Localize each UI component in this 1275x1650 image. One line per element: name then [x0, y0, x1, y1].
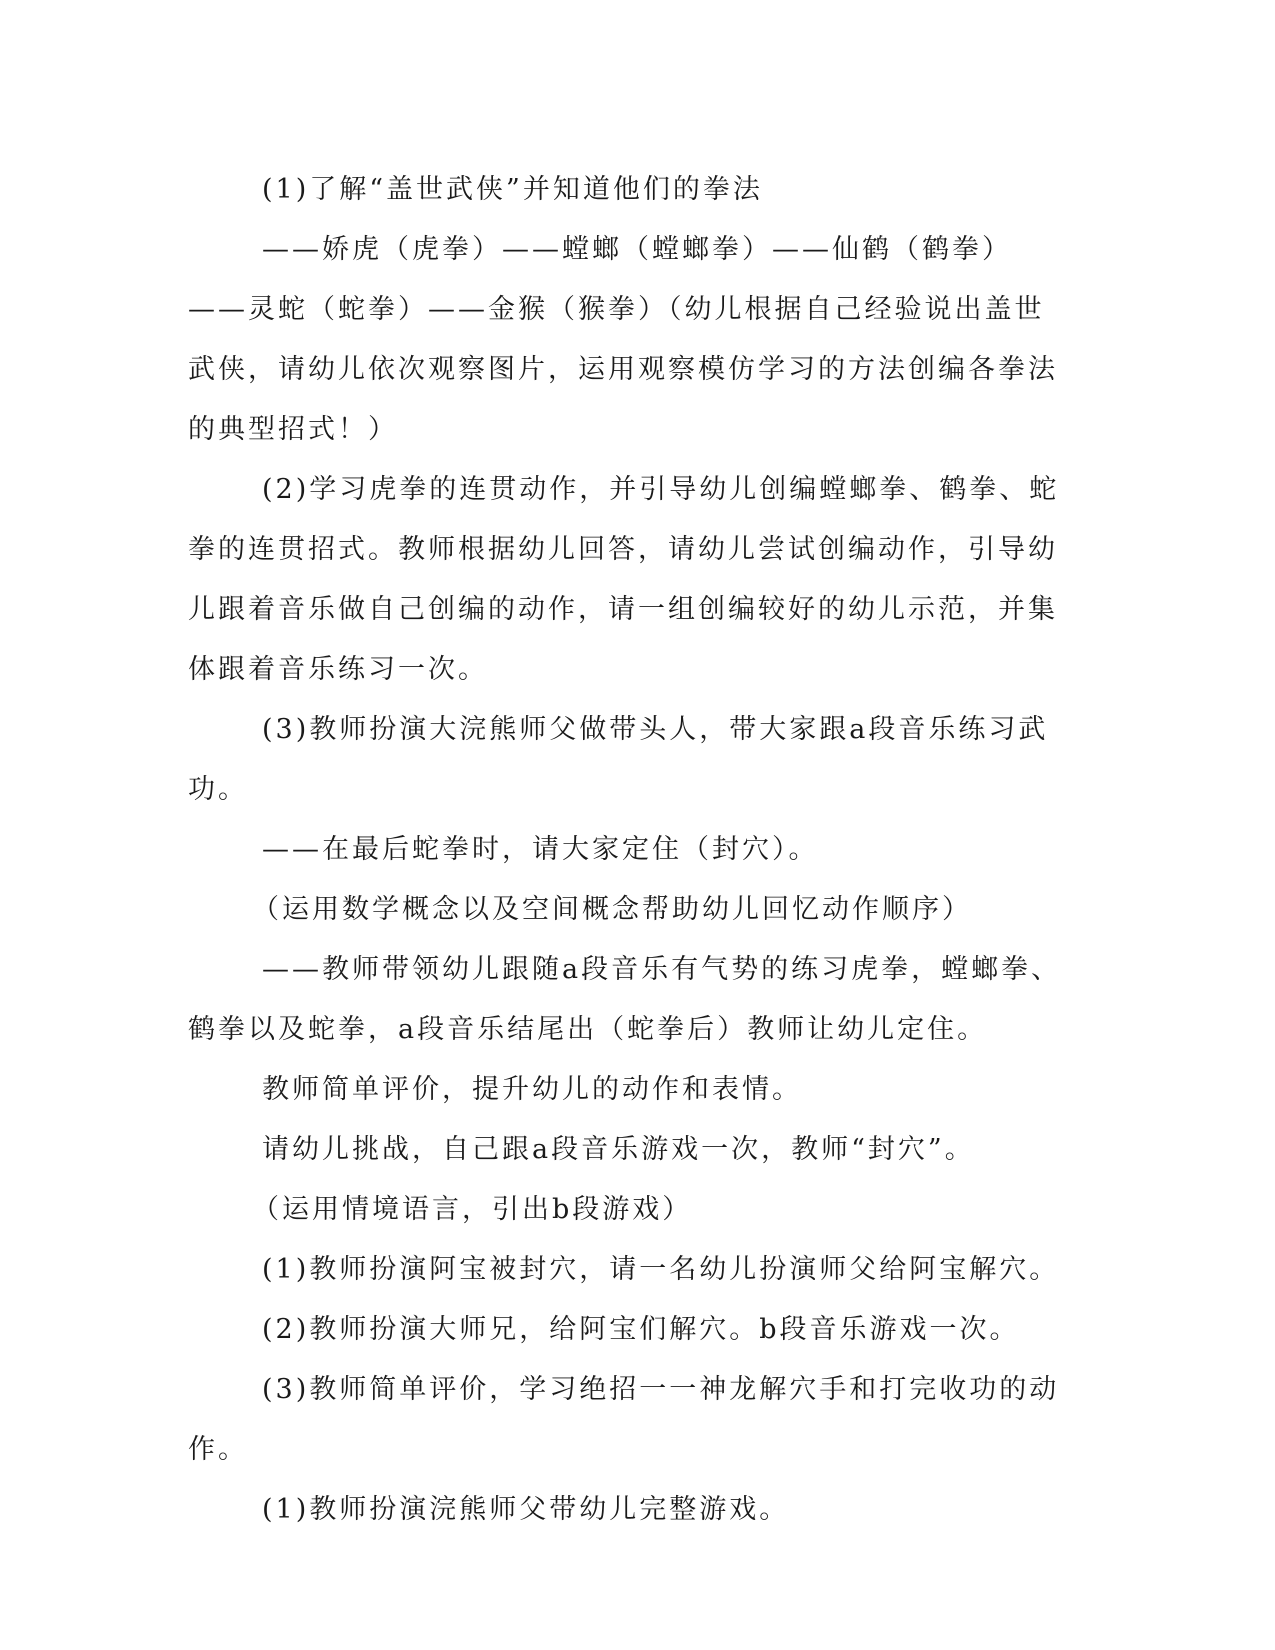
paragraph-2: ——娇虎（虎拳）——螳螂（螳螂拳）——仙鹤（鹤拳）——灵蛇（蛇拳）——金猴（猴拳）（幼儿根据自己经验说出盖世武侠，请幼儿依次观察图片，运用观察模仿学习的方法创编各拳法的典型招式！）	[188, 234, 1058, 445]
paragraph-1: (1)了解“盖世武侠”并知道他们的拳法	[262, 174, 763, 205]
paragraph-10: （运用情境语言，引出b段游戏）	[252, 1194, 693, 1225]
paragraph-12: (2)教师扮演大师兄，给阿宝们解穴。b段音乐游戏一次。	[262, 1314, 1020, 1345]
paragraph-9: 请幼儿挑战，自己跟a段音乐游戏一次，教师“封穴”。	[262, 1134, 975, 1165]
document-body	[188, 160, 1068, 1540]
paragraph-3: (2)学习虎拳的连贯动作，并引导幼儿创编螳螂拳、鹤拳、蛇拳的连贯招式。教师根据幼儿回答，请幼儿尝试创编动作，引导幼儿跟着音乐做自己创编的动作，请一组创编较好的幼儿示范，并集体跟着音乐练习一次。	[188, 474, 1060, 685]
paragraph-5: ——在最后蛇拳时，请大家定住（封穴）。	[262, 834, 819, 865]
paragraph-14: (1)教师扮演浣熊师父带幼儿完整游戏。	[262, 1494, 790, 1525]
paragraph-6: （运用数学概念以及空间概念帮助幼儿回忆动作顺序）	[252, 894, 972, 925]
paragraph-13: (3)教师简单评价，学习绝招一一神龙解穴手和打完收功的动作。	[188, 1374, 1060, 1465]
paragraph-7: ——教师带领幼儿跟随a段音乐有气势的练习虎拳，螳螂拳、鹤拳以及蛇拳，a段音乐结尾出（蛇拳后）教师让幼儿定住。	[188, 954, 1062, 1045]
paragraph-11: (1)教师扮演阿宝被封穴，请一名幼儿扮演师父给阿宝解穴。	[262, 1254, 1060, 1285]
paragraph-8: 教师简单评价，提升幼儿的动作和表情。	[262, 1074, 802, 1105]
paragraph-4: (3)教师扮演大浣熊师父做带头人，带大家跟a段音乐练习武功。	[188, 714, 1049, 805]
